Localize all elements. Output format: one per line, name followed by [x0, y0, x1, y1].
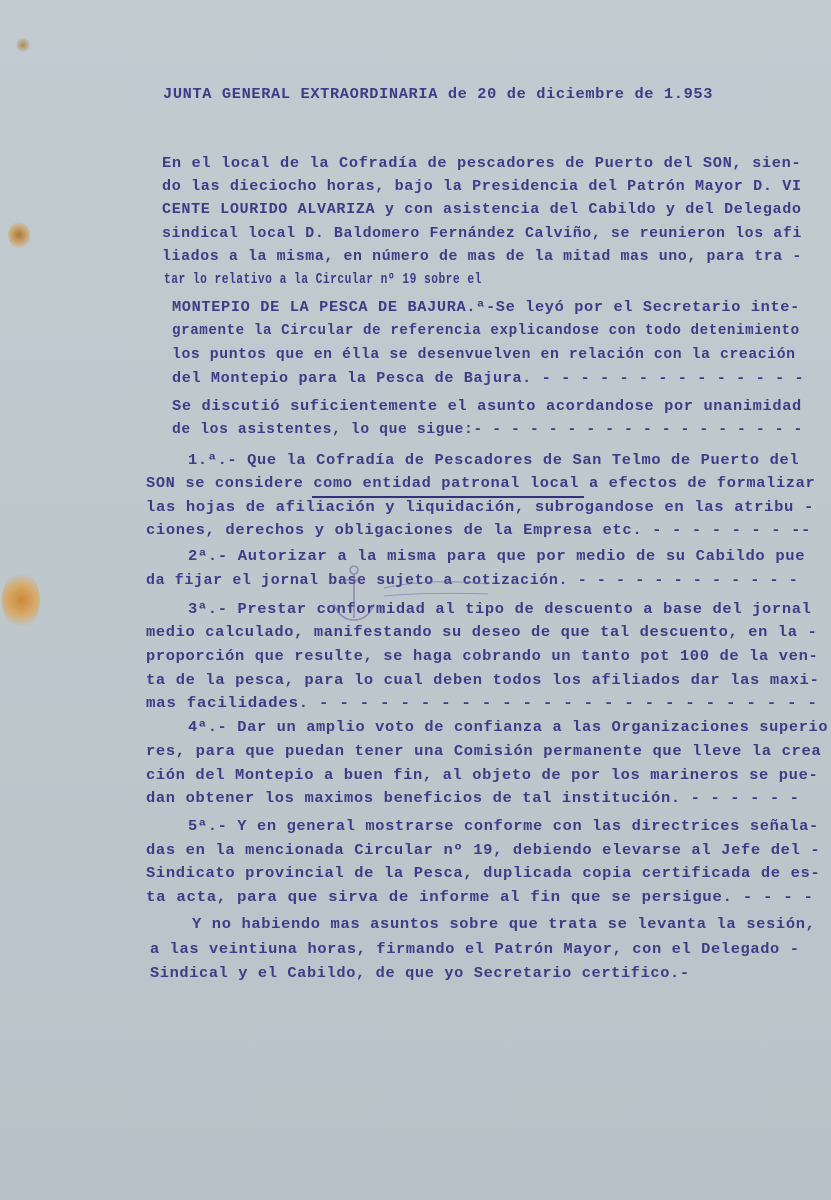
document-line: do las dieciocho horas, bajo la Presidencia del Patrón Mayor D. VI [162, 179, 802, 195]
document-line: ta de la pesca, para lo cual deben todos los afiliados dar las maxi- [146, 673, 820, 689]
document-line: liados a la misma, en número de mas de la mitad mas uno, para tra - [162, 249, 802, 265]
document-line: ciones, derechos y obligaciones de la Empresa etc. - - - - - - - -- [146, 523, 811, 539]
document-line: das en la mencionada Circular nº 19, debiendo elevarse al Jefe del - [146, 843, 821, 859]
document-line: del Montepio para la Pesca de Bajura. - - - - - - - - - - - - - - [172, 371, 805, 387]
document-line: Sindicato provincial de la Pesca, duplicada copia certificada de es- [146, 866, 821, 882]
document-line: 2ª.- Autorizar a la misma para que por medio de su Cabildo pue [188, 549, 806, 565]
document-line: ción del Montepio a buen fin, al objeto de por los marineros se pue- [146, 768, 819, 784]
document-line: MONTEPIO DE LA PESCA DE BAJURA.ª-Se leyó por el Secretario inte- [172, 300, 800, 316]
document-line: CENTE LOURIDO ALVARIZA y con asistencia del Cabildo y del Delegado [162, 202, 802, 218]
paper-stain [8, 222, 30, 248]
document-line: tar lo relativo a la Circular nº 19 sobre el [164, 272, 482, 288]
document-heading: JUNTA GENERAL EXTRAORDINARIA de 20 de diciembre de 1.953 [163, 87, 714, 103]
document-line: ta acta, para que sirva de informe al fin que se persigue. - - - - [146, 890, 814, 906]
document-line: da fijar el jornal base sujeto a cotización. - - - - - - - - - - - - [146, 573, 799, 589]
document-line: 3ª.- Prestar conformidad al tipo de descuento a base del jornal [188, 602, 812, 618]
watermark-stamp [318, 556, 508, 626]
paper-stain [2, 570, 40, 630]
document-line: SON se considere como entidad patronal local a efectos de formalizar [146, 476, 816, 492]
document-line: Sindical y el Cabildo, de que yo Secretario certifico.- [150, 966, 690, 982]
underline-mark [312, 496, 584, 498]
anchor-icon [318, 556, 508, 626]
document-line: de los asistentes, lo que sigue:- - - - - - - - - - - - - - - - - - [172, 422, 803, 438]
document-line: los puntos que en élla se desenvuelven en relación con la creación [172, 347, 796, 363]
document-line: proporción que resulte, se haga cobrando un tanto pot 100 de la ven- [146, 649, 819, 665]
document-line: medio calculado, manifestando su deseo de que tal descuento, en la - [146, 625, 818, 641]
document-line: a las veintiuna horas, firmando el Patrón Mayor, con el Delegado - [150, 942, 800, 958]
paper-stain [16, 38, 30, 52]
document-line: Y no habiendo mas asuntos sobre que trata se levanta la sesión, [192, 917, 816, 933]
document-line: mas facilidades. - - - - - - - - - - - - - - - - - - - - - - - - - [146, 696, 818, 712]
document-line: En el local de la Cofradía de pescadores de Puerto del SON, sien- [162, 156, 802, 172]
document-line: 5ª.- Y en general mostrarse conforme con las directrices señala- [188, 819, 819, 835]
document-line: dan obtener los maximos beneficios de tal institución. - - - - - - [146, 791, 800, 807]
document-line: res, para que puedan tener una Comisión permanente que lleve la crea [146, 744, 822, 760]
document-line: gramente la Circular de referencia explicandose con todo detenimiento [172, 323, 800, 339]
document-line: 4ª.- Dar un amplio voto de confianza a las Organizaciones superio [188, 720, 829, 736]
document-line: las hojas de afiliación y liquidación, subrogandose en las atribu - [146, 500, 814, 516]
document-line: sindical local D. Baldomero Fernández Calviño, se reunieron los afi [162, 226, 802, 242]
document-line: 1.ª.- Que la Cofradía de Pescadores de San Telmo de Puerto del [188, 453, 800, 469]
document-line: Se discutió suficientemente el asunto acordandose por unanimidad [172, 399, 802, 415]
